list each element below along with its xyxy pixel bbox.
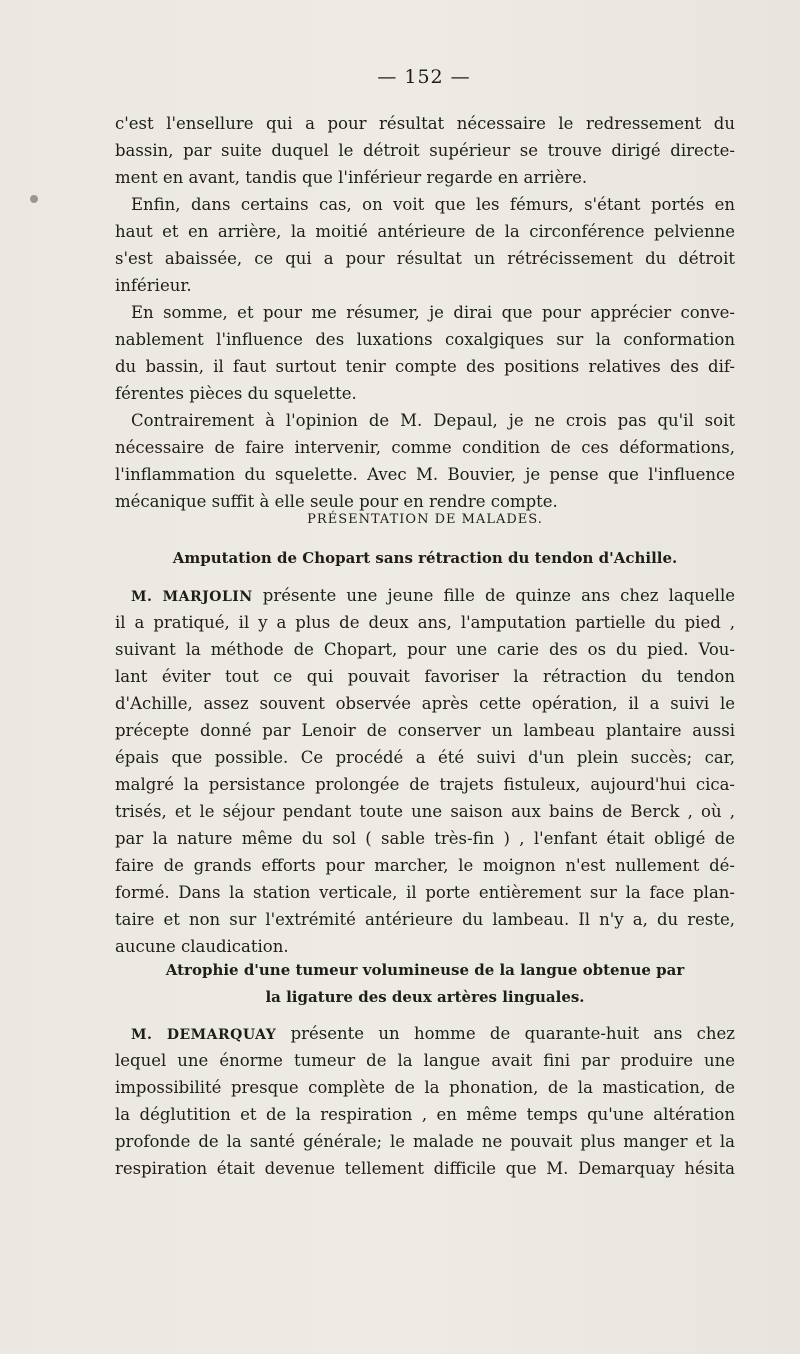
text-line: nécessaire de faire intervenir, comme condition de ces déformations, <box>115 438 735 457</box>
text-line: mécanique suffit à elle seule pour en rendre compte. <box>115 492 558 511</box>
heading-line: Atrophie d'une tumeur volumineuse de la langue obtenue par <box>165 961 685 979</box>
text-line: lant éviter tout ce qui pouvait favoriser la rétraction du tendon <box>115 667 735 686</box>
text-line: l'inflammation du squelette. Avec M. Bouvier, je pense que l'influence <box>115 465 735 484</box>
text-line: épais que possible. Ce procédé a été suivi d'un plein succès; car, <box>115 748 735 767</box>
section-title: PRÉSENTATION DE MALADES. <box>307 512 543 527</box>
text-line: En somme, et pour me résumer, je dirai que pour apprécier conve- <box>131 303 735 322</box>
speaker-name: M. MARJOLIN <box>131 589 253 605</box>
page-number: — 152 — <box>377 66 471 88</box>
text-line: d'Achille, assez souvent observée après cette opération, il a suivi le <box>115 694 735 713</box>
text-block-2 <box>115 582 735 960</box>
text-line: respiration était devenue tellement difficile que M. Demarquay hésita <box>115 1159 735 1178</box>
heading-line: la ligature des deux artères linguales. <box>265 988 585 1006</box>
text-line: profonde de la santé générale; le malade ne pouvait plus manger et la <box>115 1132 735 1151</box>
text-line: haut et en arrière, la moitié antérieure de la circonférence pelvienne <box>115 222 735 241</box>
text-line: malgré la persistance prolongée de trajets fistuleux, aujourd'hui cica- <box>115 775 735 794</box>
text-line <box>115 1020 735 1047</box>
heading-atrophie <box>115 957 735 1011</box>
text-line: ment en avant, tandis que l'inférieur regarde en arrière. <box>115 168 588 187</box>
text-line: faire de grands efforts pour marcher, le moignon n'est nullement dé- <box>115 856 735 875</box>
speaker-name: M. DEMARQUAY <box>131 1027 277 1043</box>
ink-speck <box>30 195 38 203</box>
text-line: suivant la méthode de Chopart, pour une carie des os du pied. Vou- <box>115 640 735 659</box>
heading-amputation: Amputation de Chopart sans rétraction du tendon d'Achille. <box>172 549 678 567</box>
text-line: du bassin, il faut surtout tenir compte des positions relatives des dif- <box>115 357 735 376</box>
text-line: précepte donné par Lenoir de conserver un lambeau plantaire aussi <box>115 721 735 740</box>
text-line: il a pratiqué, il y a plus de deux ans, l'amputation partielle du pied , <box>115 613 735 632</box>
text-run: présente un homme de quarante-huit ans chez <box>290 1024 735 1043</box>
text-line: c'est l'ensellure qui a pour résultat nécessaire le redressement du <box>115 114 735 133</box>
text-line <box>115 582 735 609</box>
text-run: présente une jeune fille de quinze ans chez laquelle <box>262 586 735 605</box>
text-line: trisés, et le séjour pendant toute une saison aux bains de Berck , où , <box>115 802 735 821</box>
text-block-3 <box>115 1020 735 1182</box>
text-line: s'est abaissée, ce qui a pour résultat un rétrécissement du détroit <box>115 249 735 268</box>
text-line: Enfin, dans certains cas, on voit que les fémurs, s'étant portés en <box>131 195 735 214</box>
text-line: par la nature même du sol ( sable très-fin ) , l'enfant était obligé de <box>115 829 735 848</box>
text-line: la déglutition et de la respiration , en même temps qu'une altération <box>115 1105 735 1124</box>
text-line: Contrairement à l'opinion de M. Depaul, je ne crois pas qu'il soit <box>131 411 735 430</box>
text-line: aucune claudication. <box>115 937 289 956</box>
text-line: férentes pièces du squelette. <box>115 384 357 403</box>
text-line: impossibilité presque complète de la phonation, de la mastication, de <box>115 1078 735 1097</box>
text-line: inférieur. <box>115 276 192 295</box>
text-line: formé. Dans la station verticale, il porte entièrement sur la face plan- <box>115 883 735 902</box>
text-line: taire et non sur l'extrémité antérieure du lambeau. Il n'y a, du reste, <box>115 910 735 929</box>
text-line: bassin, par suite duquel le détroit supérieur se trouve dirigé directe- <box>115 141 735 160</box>
text-block-1 <box>115 110 735 515</box>
text-line: lequel une énorme tumeur de la langue avait fini par produire une <box>115 1051 735 1070</box>
text-line: nablement l'influence des luxations coxalgiques sur la conformation <box>115 330 735 349</box>
